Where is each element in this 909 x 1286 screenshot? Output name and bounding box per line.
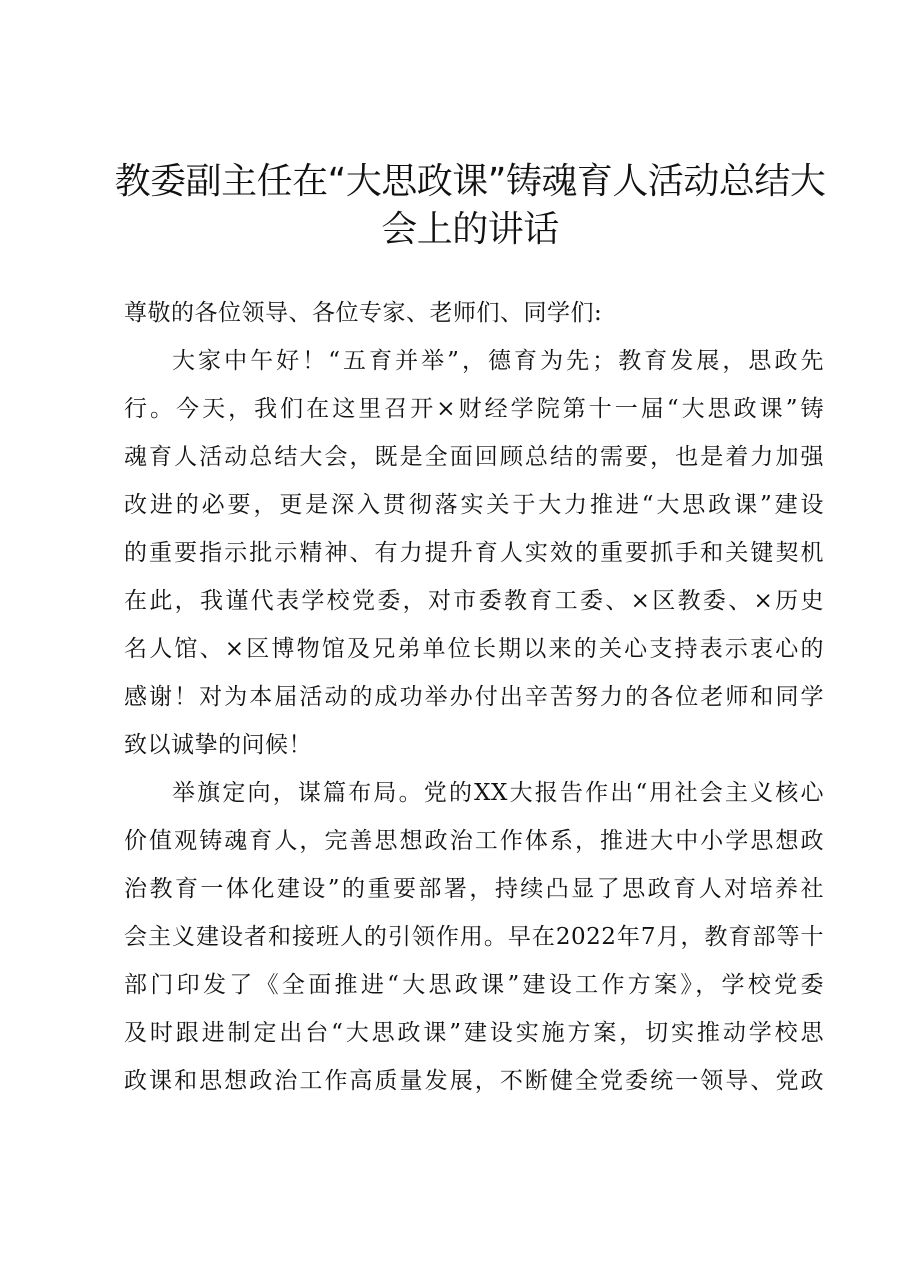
paragraph-1-line: 行。今天，我们在这里召开×财经学院第十一届“大思政课”铸 [124, 396, 824, 422]
title-line-1: 教委副主任在“大思政课”铸魂育人活动总结大 [114, 161, 826, 202]
paragraph-1-line: 致以诚挚的问候！ [124, 732, 312, 758]
paragraph-2 [124, 769, 824, 1105]
document-body [124, 289, 824, 1105]
paragraph-2-line: 举旗定向，谋篇布局。党的XX大报告作出“用社会主义核心 [172, 780, 824, 806]
paragraph-1-line: 魂育人活动总结大会，既是全面回顾总结的需要，也是着力加强 [124, 444, 824, 470]
paragraph-1-line: 的重要指示批示精神、有力提升育人实效的重要抓手和关键契机 [124, 540, 824, 566]
paragraph-2-line: 治教育一体化建设”的重要部署，持续凸显了思政育人对培养社 [124, 876, 824, 902]
paragraph-1-line: 名人馆、×区博物馆及兄弟单位长期以来的关心支持表示衷心的 [124, 636, 824, 662]
paragraph-2-line: 价值观铸魂育人，完善思想政治工作体系，推进大中小学思想政 [124, 828, 824, 854]
paragraph-1-line: 大家中午好！“五育并举”，德育为先；教育发展，思政先 [172, 348, 824, 374]
salutation-paragraph [124, 289, 824, 337]
paragraph-1 [124, 337, 824, 769]
paragraph-2-line: 会主义建设者和接班人的引领作用。早在2022年7月，教育部等十 [124, 924, 824, 950]
title-line-2: 会上的讲话 [381, 209, 559, 250]
salutation-line: 尊敬的各位领导、各位专家、老师们、同学们: [124, 300, 603, 326]
paragraph-2-line: 部门印发了《全面推进“大思政课”建设工作方案》，学校党委 [124, 972, 824, 998]
paragraph-2-line: 政课和思想政治工作高质量发展，不断健全党委统一领导、党政 [124, 1068, 824, 1094]
document-title [100, 158, 840, 254]
paragraph-1-line: 感谢！对为本届活动的成功举办付出辛苦努力的各位老师和同学 [124, 684, 824, 710]
paragraph-1-line: 在此，我谨代表学校党委，对市委教育工委、×区教委、×历史 [124, 588, 824, 614]
paragraph-1-line: 改进的必要，更是深入贯彻落实关于大力推进“大思政课”建设 [124, 492, 824, 518]
paragraph-2-line: 及时跟进制定出台“大思政课”建设实施方案，切实推动学校思 [124, 1020, 824, 1046]
